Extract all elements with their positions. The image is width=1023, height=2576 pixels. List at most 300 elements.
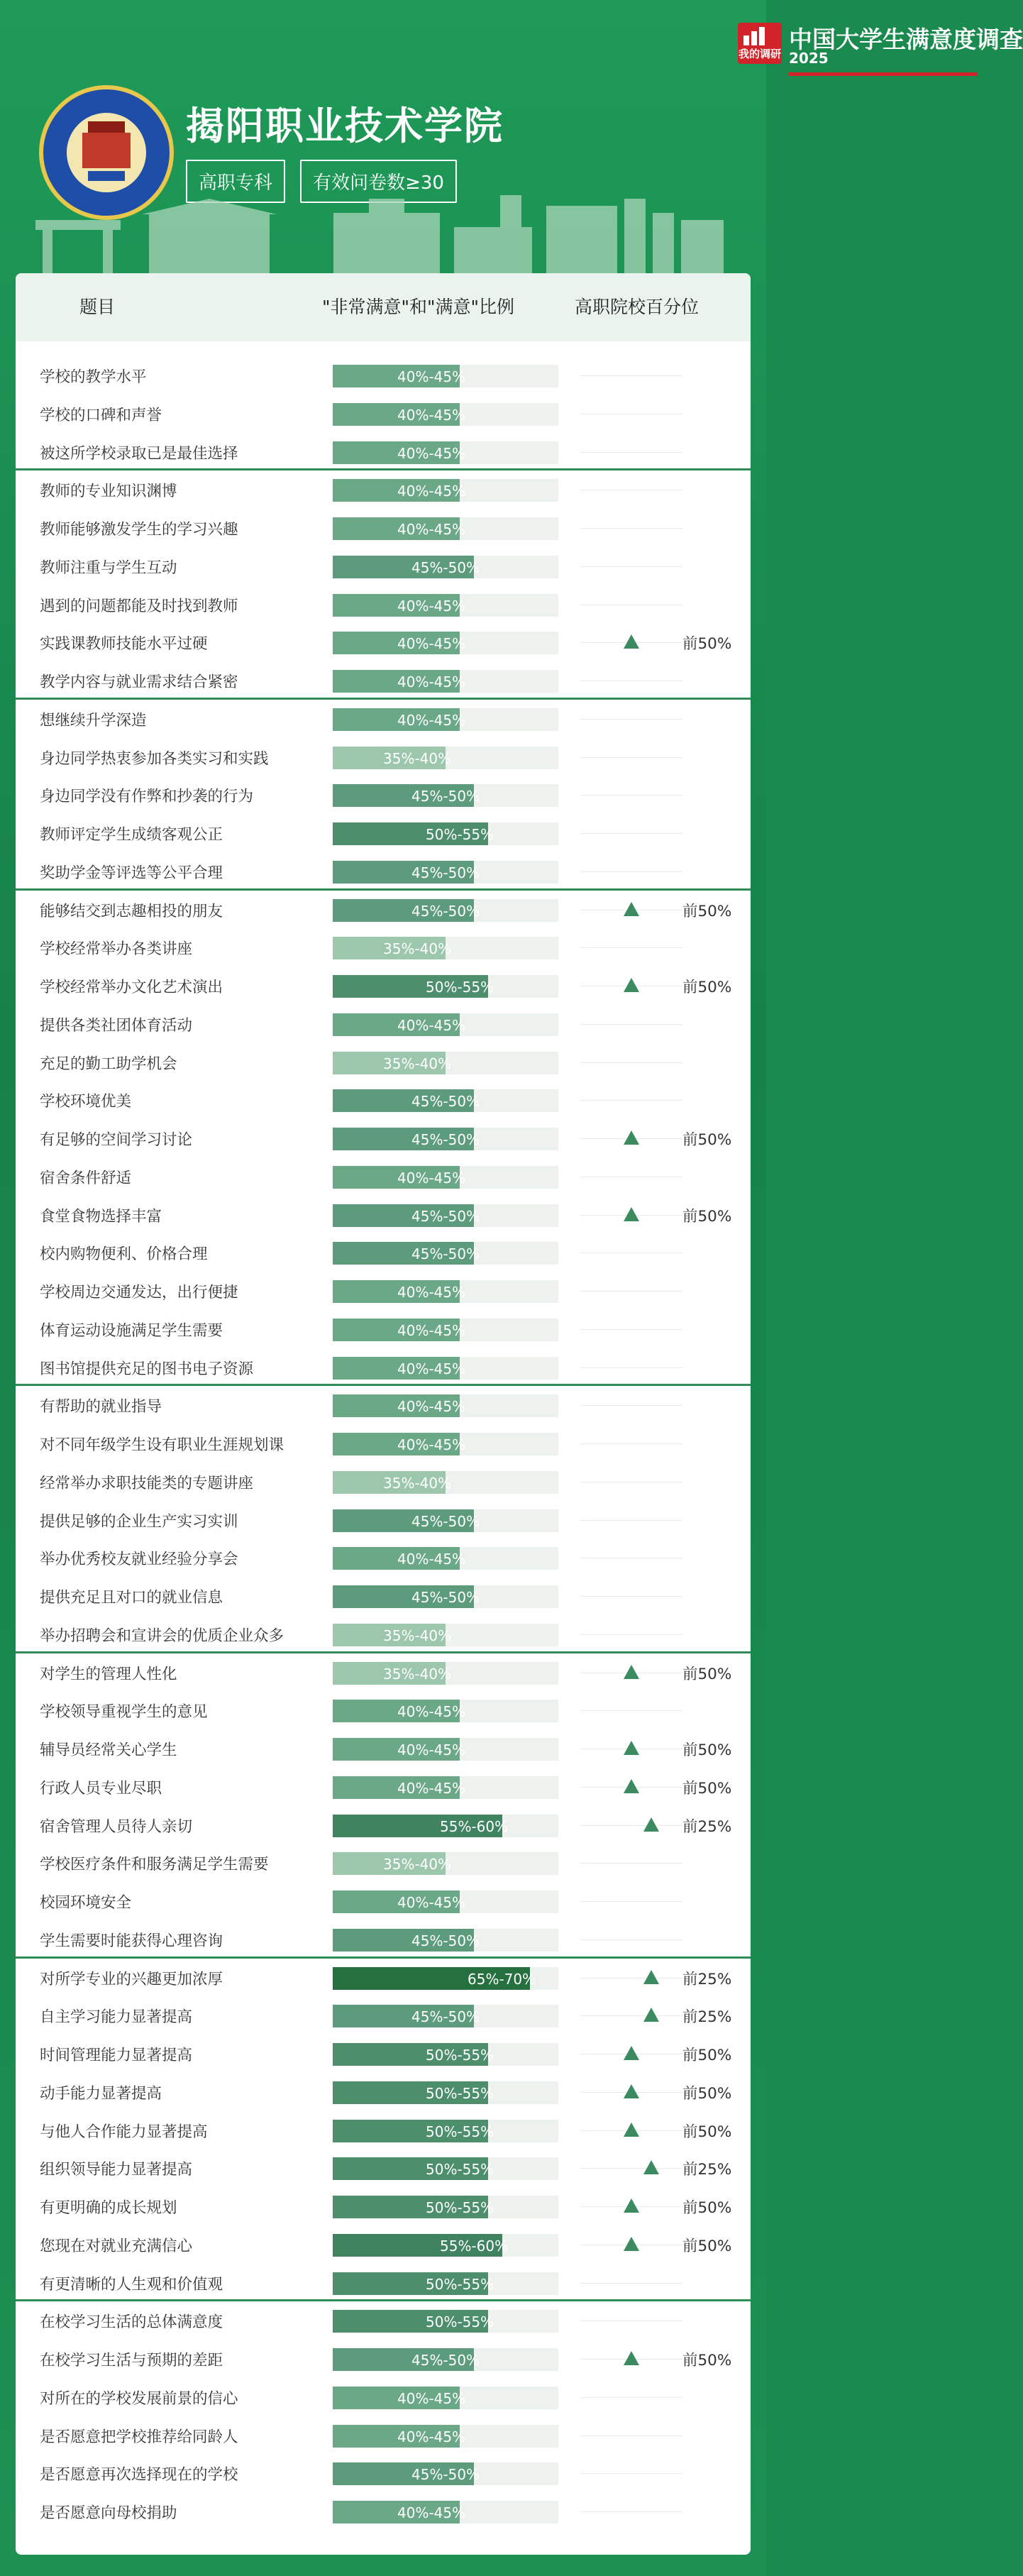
table-row <box>16 1652 751 1690</box>
row-label: 举办优秀校友就业经验分享会 <box>40 1551 238 1569</box>
rank-baseline <box>580 1062 682 1063</box>
row-label: 学校环境优美 <box>40 1093 132 1111</box>
ratio-track <box>333 1166 558 1189</box>
row-label: 教师的专业知识渊博 <box>40 483 177 501</box>
ratio-track <box>333 365 558 387</box>
row-label: 提供足够的企业生产实习实训 <box>40 1512 238 1531</box>
rank-marker-icon <box>624 1779 639 1793</box>
ratio-text: 45%-50% <box>411 902 480 920</box>
ratio-text: 40%-45% <box>397 483 466 500</box>
ratio-track <box>333 1890 558 1913</box>
row-label: 宿舍条件舒适 <box>40 1169 132 1187</box>
row-label: 自主学习能力显著提高 <box>40 2008 193 2027</box>
rank-percentile: 前25% <box>682 1970 732 1988</box>
rank-marker-icon <box>624 2237 639 2251</box>
ratio-text: 40%-45% <box>397 2504 466 2521</box>
table-row <box>16 1194 751 1233</box>
ratio-track <box>333 556 558 578</box>
rank-percentile: 前50% <box>682 2047 732 2064</box>
campus-skyline-illustration <box>0 199 766 277</box>
ratio-text: 35%-40% <box>383 1474 452 1492</box>
ratio-track <box>333 1319 558 1341</box>
table-row <box>16 1957 751 1996</box>
rank-baseline <box>580 2015 682 2016</box>
rank-percentile: 前25% <box>682 2008 732 2027</box>
ratio-text: 40%-45% <box>397 1321 466 1339</box>
rank-marker-icon <box>624 2084 639 2098</box>
ratio-text: 35%-40% <box>383 749 452 767</box>
row-label: 被这所学校录取已是最佳选择 <box>40 444 238 463</box>
table-row <box>16 2110 751 2148</box>
table-row <box>16 2377 751 2415</box>
rank-baseline <box>580 757 682 758</box>
table-row <box>16 1385 751 1423</box>
ratio-track <box>333 2081 558 2104</box>
ratio-text: 50%-55% <box>426 2047 494 2064</box>
ratio-track <box>333 632 558 654</box>
rank-marker-icon <box>643 1970 659 1984</box>
table-row <box>16 1766 751 1805</box>
ratio-track <box>333 1815 558 1837</box>
rank-marker-icon <box>624 2046 639 2060</box>
row-label: 举办招聘会和宣讲会的优质企业众多 <box>40 1626 284 1645</box>
ratio-track <box>333 1128 558 1150</box>
ratio-text: 35%-40% <box>383 940 452 958</box>
row-label: 在校学习生活的总体满意度 <box>40 2313 223 2332</box>
row-label: 充足的勤工助学机会 <box>40 1055 177 1073</box>
rank-percentile: 前50% <box>682 635 732 654</box>
ratio-track <box>333 2310 558 2333</box>
rank-baseline <box>580 2283 682 2284</box>
ratio-text: 40%-45% <box>397 1436 466 1453</box>
table-row <box>16 2300 751 2338</box>
rank-baseline <box>580 1100 682 1101</box>
row-label: 教师注重与学生互动 <box>40 558 177 577</box>
ratio-track <box>333 1852 558 1875</box>
column-ratio: "非常满意"和"满意"比例 <box>322 297 514 317</box>
table-row <box>16 584 751 622</box>
rank-baseline <box>580 1443 682 1444</box>
ratio-text: 40%-45% <box>397 368 466 385</box>
ratio-text: 35%-40% <box>383 1626 452 1644</box>
ratio-text: 45%-50% <box>411 788 480 805</box>
results-card <box>16 273 751 2555</box>
ratio-track <box>333 1471 558 1494</box>
rank-percentile: 前50% <box>682 2199 732 2217</box>
table-row <box>16 2071 751 2110</box>
ratio-track <box>333 1967 558 1990</box>
table-row <box>16 1042 751 1080</box>
rank-baseline <box>580 947 682 948</box>
ratio-track <box>333 937 558 959</box>
brand-logo-text: 我的调研 <box>738 48 781 60</box>
ratio-track <box>333 2043 558 2066</box>
ratio-text: 40%-45% <box>397 406 466 424</box>
rank-baseline <box>580 2511 682 2512</box>
row-label: 学校经常举办各类讲座 <box>40 940 193 959</box>
ratio-track <box>333 517 558 540</box>
ratio-track <box>333 441 558 464</box>
table-row <box>16 546 751 584</box>
row-label: 经常举办求职技能类的专题讲座 <box>40 1474 254 1492</box>
table-row <box>16 889 751 928</box>
row-label: 教学内容与就业需求结合紧密 <box>40 673 238 691</box>
row-label: 对所在的学校发展前景的信心 <box>40 2389 238 2408</box>
rank-baseline <box>580 833 682 834</box>
rank-baseline <box>580 1596 682 1597</box>
ratio-text: 40%-45% <box>397 1398 466 1416</box>
row-label: 对学生的管理人性化 <box>40 1665 177 1683</box>
rank-baseline <box>580 1405 682 1406</box>
ratio-text: 40%-45% <box>397 711 466 729</box>
ratio-text: 45%-50% <box>411 864 480 881</box>
rank-baseline <box>580 1634 682 1635</box>
rank-percentile: 前50% <box>682 1665 732 1683</box>
ratio-text: 50%-55% <box>426 2313 494 2331</box>
ratio-track <box>333 2348 558 2371</box>
ratio-track <box>333 479 558 502</box>
ratio-text: 40%-45% <box>397 1551 466 1568</box>
table-row <box>16 1309 751 1347</box>
ratio-track <box>333 1738 558 1761</box>
rank-marker-icon <box>624 1207 639 1221</box>
rank-marker-icon <box>624 2351 639 2365</box>
row-label: 想继续升学深造 <box>40 711 147 730</box>
ratio-text: 45%-50% <box>411 1131 480 1148</box>
row-label: 与他人合作能力显著提高 <box>40 2123 208 2141</box>
table-row <box>16 927 751 965</box>
ratio-text: 40%-45% <box>397 673 466 690</box>
row-label: 遇到的问题都能及时找到教师 <box>40 597 238 615</box>
ratio-track <box>333 975 558 998</box>
ratio-text: 45%-50% <box>411 2352 480 2369</box>
rank-baseline <box>580 566 682 567</box>
ratio-track <box>333 403 558 426</box>
column-rank: 高职院校百分位 <box>575 297 699 317</box>
table-row <box>16 1995 751 2033</box>
row-label: 是否愿意把学校推荐给同龄人 <box>40 2428 238 2446</box>
ratio-track <box>333 2005 558 2027</box>
table-row <box>16 2147 751 2186</box>
table-row <box>16 1079 751 1118</box>
ratio-text: 50%-55% <box>426 826 494 843</box>
table-row <box>16 1842 751 1881</box>
ratio-track <box>333 2462 558 2485</box>
ratio-text: 40%-45% <box>397 1169 466 1187</box>
row-label: 动手能力显著提高 <box>40 2084 162 2103</box>
ratio-text: 40%-45% <box>397 1360 466 1377</box>
row-label: 图书馆提供充足的图书电子资源 <box>40 1360 254 1378</box>
badge-ribbon <box>88 171 125 181</box>
rank-percentile: 前50% <box>682 2352 732 2369</box>
row-label: 学校领导重视学生的意见 <box>40 1703 208 1722</box>
ratio-track <box>333 1052 558 1074</box>
row-label: 辅导员经常关心学生 <box>40 1741 177 1759</box>
rank-baseline <box>580 2168 682 2169</box>
ratio-track <box>333 2157 558 2180</box>
row-label: 对不同年级学生设有职业生涯规划课 <box>40 1436 284 1454</box>
rank-marker-icon <box>624 1741 639 1755</box>
ratio-track <box>333 2196 558 2218</box>
rank-percentile: 前50% <box>682 2084 732 2103</box>
ratio-text: 40%-45% <box>397 597 466 615</box>
rank-percentile: 前50% <box>682 2123 732 2141</box>
row-label: 教师能够激发学生的学习兴趣 <box>40 521 238 539</box>
table-row <box>16 2453 751 2491</box>
rank-percentile: 前50% <box>682 902 732 920</box>
table-row <box>16 1537 751 1575</box>
ratio-text: 55%-60% <box>440 2237 509 2255</box>
table-row <box>16 2186 751 2224</box>
row-label: 是否愿意再次选择现在的学校 <box>40 2466 238 2484</box>
table-row <box>16 813 751 851</box>
tag-sample: 有效问卷数≥30 <box>300 160 457 203</box>
ratio-track <box>333 1585 558 1608</box>
row-label: 学校的教学水平 <box>40 368 147 386</box>
row-label: 宿舍管理人员待人亲切 <box>40 1817 193 1836</box>
table-row <box>16 1499 751 1538</box>
table-row <box>16 431 751 470</box>
ratio-text: 45%-50% <box>411 1512 480 1530</box>
table-row <box>16 1919 751 1957</box>
table-row <box>16 660 751 698</box>
table-row <box>16 1575 751 1614</box>
ratio-text: 55%-60% <box>440 1817 509 1835</box>
rank-baseline <box>580 2397 682 2398</box>
rank-marker-icon <box>624 634 639 649</box>
ratio-text: 40%-45% <box>397 1741 466 1758</box>
ratio-text: 40%-45% <box>397 2389 466 2407</box>
table-row <box>16 2338 751 2377</box>
ratio-track <box>333 1280 558 1303</box>
ratio-text: 35%-40% <box>383 1055 452 1072</box>
rank-percentile: 前50% <box>682 1741 732 1759</box>
table-row <box>16 1232 751 1270</box>
table-row <box>16 1614 751 1652</box>
row-label: 是否愿意向母校捐助 <box>40 2504 177 2522</box>
ratio-text: 45%-50% <box>411 2008 480 2026</box>
ratio-text: 65%-70% <box>468 1970 536 1988</box>
row-label: 校园环境安全 <box>40 1894 132 1912</box>
ratio-text: 45%-50% <box>411 1207 480 1225</box>
row-label: 校内购物便利、价格合理 <box>40 1245 208 1264</box>
table-row <box>16 1003 751 1042</box>
row-label: 学校医疗条件和服务满足学生需要 <box>40 1856 269 1874</box>
ratio-track <box>333 1242 558 1265</box>
row-label: 学校经常举办文化艺术演出 <box>40 979 223 996</box>
brand-title: 中国大学生满意度调查 <box>789 26 1023 53</box>
rank-baseline <box>580 1939 682 1940</box>
ratio-track <box>333 861 558 884</box>
brand-logo <box>738 23 782 64</box>
row-label: 行政人员专业尽职 <box>40 1779 162 1798</box>
rank-marker-icon <box>624 978 639 992</box>
row-label: 时间管理能力显著提高 <box>40 2047 193 2064</box>
rank-marker-icon <box>643 2160 659 2174</box>
row-label: 学校周边交通发达，出行便捷 <box>40 1284 238 1301</box>
ratio-text: 35%-40% <box>383 1856 452 1873</box>
rank-baseline <box>580 1329 682 1330</box>
ratio-track <box>333 2272 558 2295</box>
table-row <box>16 1118 751 1156</box>
ratio-text: 45%-50% <box>411 1589 480 1606</box>
table-row <box>16 965 751 1003</box>
tag-list <box>186 160 468 203</box>
ratio-text: 40%-45% <box>397 521 466 538</box>
ratio-track <box>333 1089 558 1112</box>
ratio-text: 45%-50% <box>411 1245 480 1263</box>
ratio-text: 50%-55% <box>426 2123 494 2140</box>
rank-baseline <box>580 528 682 529</box>
ratio-text: 50%-55% <box>426 2275 494 2293</box>
rank-baseline <box>580 795 682 796</box>
ratio-track <box>333 2501 558 2523</box>
row-label: 提供各类社团体育活动 <box>40 1016 193 1035</box>
rank-baseline <box>580 2435 682 2436</box>
header <box>0 0 1023 277</box>
table-row <box>16 698 751 737</box>
ratio-text: 40%-45% <box>397 1779 466 1797</box>
ratio-track <box>333 1700 558 1722</box>
row-label: 有更清晰的人生观和价值观 <box>40 2275 223 2294</box>
rank-percentile: 前25% <box>682 1817 732 1836</box>
school-name: 揭阳职业技术学院 <box>186 104 504 148</box>
badge-inner <box>65 111 148 194</box>
rank-baseline <box>580 1367 682 1368</box>
brand-underline <box>789 72 978 76</box>
rank-baseline <box>580 1520 682 1521</box>
row-label: 对所学专业的兴趣更加浓厚 <box>40 1970 223 1988</box>
table-row <box>16 774 751 813</box>
ratio-track <box>333 1662 558 1685</box>
ratio-track <box>333 822 558 845</box>
rank-percentile: 前25% <box>682 2161 732 2179</box>
rank-percentile: 前50% <box>682 2237 732 2255</box>
ratio-track <box>333 1776 558 1799</box>
ratio-track <box>333 1433 558 1455</box>
rank-marker-icon <box>643 2008 659 2022</box>
ratio-track <box>333 1204 558 1227</box>
ratio-text: 40%-45% <box>397 635 466 653</box>
table-row <box>16 2262 751 2301</box>
ratio-text: 45%-50% <box>411 2466 480 2484</box>
row-label: 食堂食物选择丰富 <box>40 1207 162 1226</box>
row-label: 组织领导能力显著提高 <box>40 2161 193 2179</box>
rank-baseline <box>580 871 682 872</box>
ratio-track <box>333 2234 558 2257</box>
rank-percentile: 前50% <box>682 1779 732 1798</box>
ratio-text: 45%-50% <box>411 1932 480 1949</box>
ratio-track <box>333 708 558 731</box>
row-label: 身边同学没有作弊和抄袭的行为 <box>40 788 254 806</box>
table-row <box>16 2033 751 2071</box>
rank-baseline <box>580 1710 682 1711</box>
table-row <box>16 1423 751 1461</box>
table-row <box>16 851 751 889</box>
ratio-track <box>333 2425 558 2448</box>
ratio-track <box>333 899 558 922</box>
rank-marker-icon <box>643 1817 659 1832</box>
rank-baseline <box>580 719 682 720</box>
row-label: 有帮助的就业指导 <box>40 1398 162 1416</box>
rank-marker-icon <box>624 2123 639 2137</box>
table-row <box>16 469 751 507</box>
table-row <box>16 1347 751 1385</box>
table-row <box>16 1270 751 1309</box>
ratio-text: 50%-55% <box>426 979 494 996</box>
row-label: 教师评定学生成绩客观公正 <box>40 826 223 844</box>
ratio-text: 40%-45% <box>397 1894 466 1911</box>
ratio-text: 40%-45% <box>397 444 466 462</box>
row-label: 您现在对就业充满信心 <box>40 2237 193 2255</box>
row-label: 学校的口碑和声誉 <box>40 406 162 424</box>
tag-type: 高职专科 <box>186 160 285 203</box>
row-label: 实践课教师技能水平过硬 <box>40 635 208 654</box>
rank-percentile: 前50% <box>682 1131 732 1149</box>
brand-year: 2025 <box>789 50 829 67</box>
row-label: 学生需要时能获得心理咨询 <box>40 1932 223 1950</box>
ratio-text: 45%-50% <box>411 1093 480 1111</box>
rank-baseline <box>580 1863 682 1864</box>
ratio-track <box>333 1624 558 1646</box>
rank-percentile: 前50% <box>682 1207 732 1226</box>
table-row <box>16 1156 751 1194</box>
table-row <box>16 737 751 775</box>
bar-chart-icon <box>743 27 776 45</box>
ratio-track <box>333 2120 558 2142</box>
rank-baseline <box>580 2473 682 2474</box>
ratio-track <box>333 594 558 617</box>
table-header <box>16 273 751 341</box>
ratio-text: 45%-50% <box>411 558 480 576</box>
rank-marker-icon <box>624 902 639 916</box>
table-row <box>16 355 751 393</box>
row-label: 有更明确的成长规划 <box>40 2199 177 2217</box>
ratio-track <box>333 670 558 693</box>
table-row <box>16 2415 751 2453</box>
rank-marker-icon <box>624 2198 639 2213</box>
rank-marker-icon <box>624 1665 639 1679</box>
gate-icon <box>82 133 131 168</box>
ratio-text: 50%-55% <box>426 2199 494 2216</box>
table-row <box>16 1690 751 1728</box>
rank-baseline <box>580 1901 682 1902</box>
table-row <box>16 1728 751 1766</box>
row-label: 能够结交到志趣相投的朋友 <box>40 902 223 920</box>
row-label: 有足够的空间学习讨论 <box>40 1131 193 1149</box>
rank-percentile: 前50% <box>682 979 732 996</box>
ratio-track <box>333 1013 558 1036</box>
table-row <box>16 1805 751 1843</box>
ratio-track <box>333 784 558 807</box>
ratio-text: 40%-45% <box>397 1284 466 1301</box>
ratio-track <box>333 1929 558 1952</box>
rank-marker-icon <box>624 1130 639 1145</box>
table-row <box>16 393 751 431</box>
table-row <box>16 507 751 546</box>
ratio-text: 40%-45% <box>397 1016 466 1034</box>
ratio-track <box>333 1394 558 1417</box>
rank-baseline <box>580 452 682 453</box>
row-label: 在校学习生活与预期的差距 <box>40 2352 223 2369</box>
row-label: 体育运动设施满足学生需要 <box>40 1321 223 1340</box>
ratio-track <box>333 1547 558 1570</box>
row-label: 身边同学热衷参加各类实习和实践 <box>40 749 269 768</box>
table-row <box>16 2491 751 2529</box>
table-row <box>16 2224 751 2262</box>
table-row <box>16 1461 751 1499</box>
ratio-track <box>333 1509 558 1532</box>
